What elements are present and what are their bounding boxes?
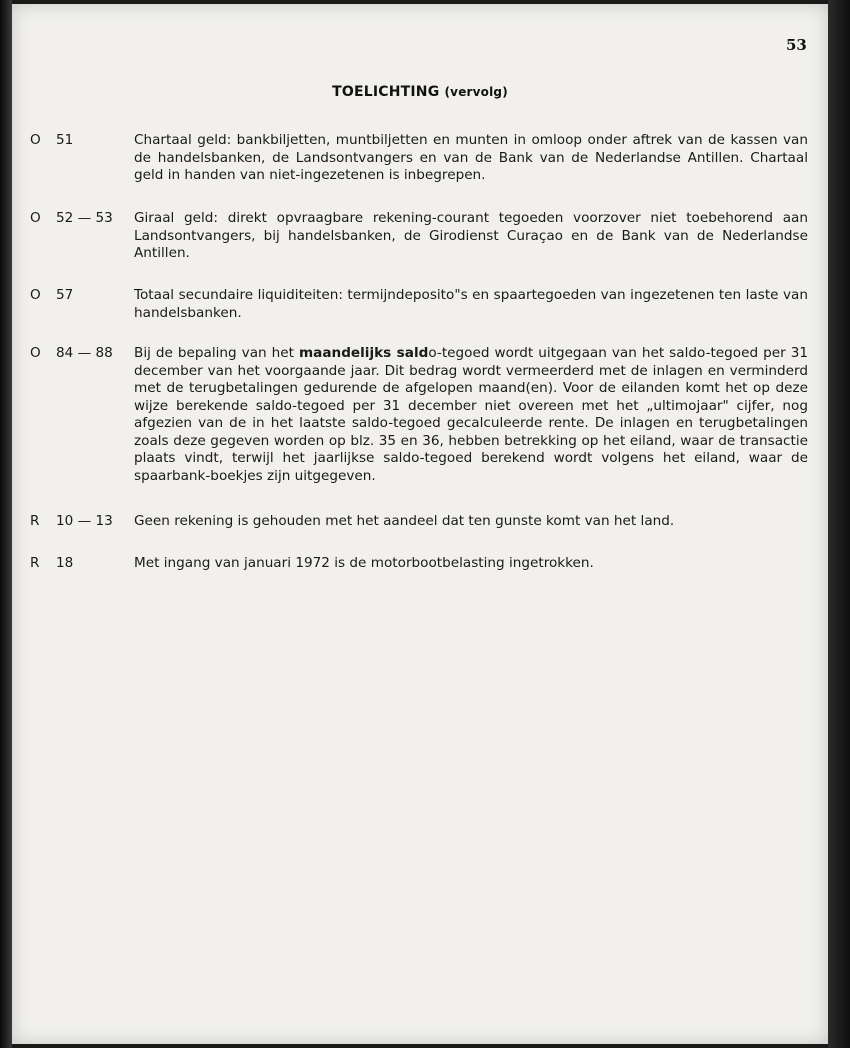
- note-text: Geen rekening is gehouden met het aandeel dat ten gunste komt van het land.: [134, 513, 675, 529]
- note-marker: O: [30, 287, 41, 303]
- note-number: 18: [56, 555, 74, 571]
- note-number: 52 — 53: [56, 210, 113, 226]
- note-reference: [30, 132, 130, 150]
- note-marker: R: [30, 555, 40, 571]
- note-text: Met ingang van januari 1972 is de motorbootbelasting ingetrokken.: [134, 555, 594, 571]
- note-number: 10 — 13: [56, 513, 113, 529]
- note-reference: [30, 345, 130, 363]
- note-marker: O: [30, 210, 41, 226]
- note-text: Giraal geld: direkt opvraagbare rekening-courant tegoeden voorzover niet toebehorend aan Landsontvangers, bij handelsbanken, de Girodienst Curaçao en de Bank van de Nederlandse Antillen.: [134, 210, 808, 261]
- note-reference: [30, 210, 130, 228]
- note-reference: [30, 287, 130, 305]
- note-number: 84 — 88: [56, 345, 113, 361]
- note-marker: R: [30, 513, 40, 529]
- note-text-emphasis: maandelijks sald: [299, 345, 429, 361]
- note-reference: [30, 555, 130, 573]
- page-number: 53: [786, 36, 807, 54]
- note-text: Totaal secundaire liquiditeiten: termijndeposito"s en spaartegoeden van ingezetenen ten laste van handelsbanken.: [134, 287, 808, 321]
- scan-right-edge: [828, 0, 850, 1048]
- note-text-part: o-tegoed wordt uitgegaan van het saldo-tegoed per 31 december van het voorgaande jaar. Dit bedrag wordt vermeerderd met de inlagen en verminderd met de terugbetalingen gedurende de afgelopen maand(en). Voor de eilanden komt het op deze wijze berekende saldo-tegoed per 31 december niet overeen met het „ultimojaar" cijfer, nog afgezien van de in het laatste saldo-tegoed gecalculeerde rente. De inlagen en terugbetalingen zoals deze gegeven worden op blz. 35 en 36, hebben betrekking op het eiland, waar de transactie plaats vindt, terwijl het jaarlijkse saldo-tegoed berekend wordt volgens het eiland, waar de spaarbank-boekjes zijn uitgegeven.: [134, 345, 809, 484]
- title-main: TOELICHTING: [332, 84, 440, 100]
- note-reference: [30, 513, 130, 531]
- note-number: 57: [56, 287, 74, 303]
- scan-left-edge: [0, 0, 12, 1048]
- note-marker: O: [30, 132, 41, 148]
- note-text: [134, 345, 808, 485]
- page-title: [0, 84, 840, 100]
- note-text-part: Bij de bepaling van het: [134, 345, 299, 361]
- note-text: Chartaal geld: bankbiljetten, muntbiljetten en munten in omloop onder aftrek van de kassen van de handelsbanken, de Landsontvangers en van de Bank van de Nederlandse Antillen. Chartaal geld in handen van niet-ingezetenen is inbegrepen.: [134, 132, 808, 183]
- title-suffix: (vervolg): [444, 85, 508, 99]
- note-number: 51: [56, 132, 74, 148]
- note-marker: O: [30, 345, 41, 361]
